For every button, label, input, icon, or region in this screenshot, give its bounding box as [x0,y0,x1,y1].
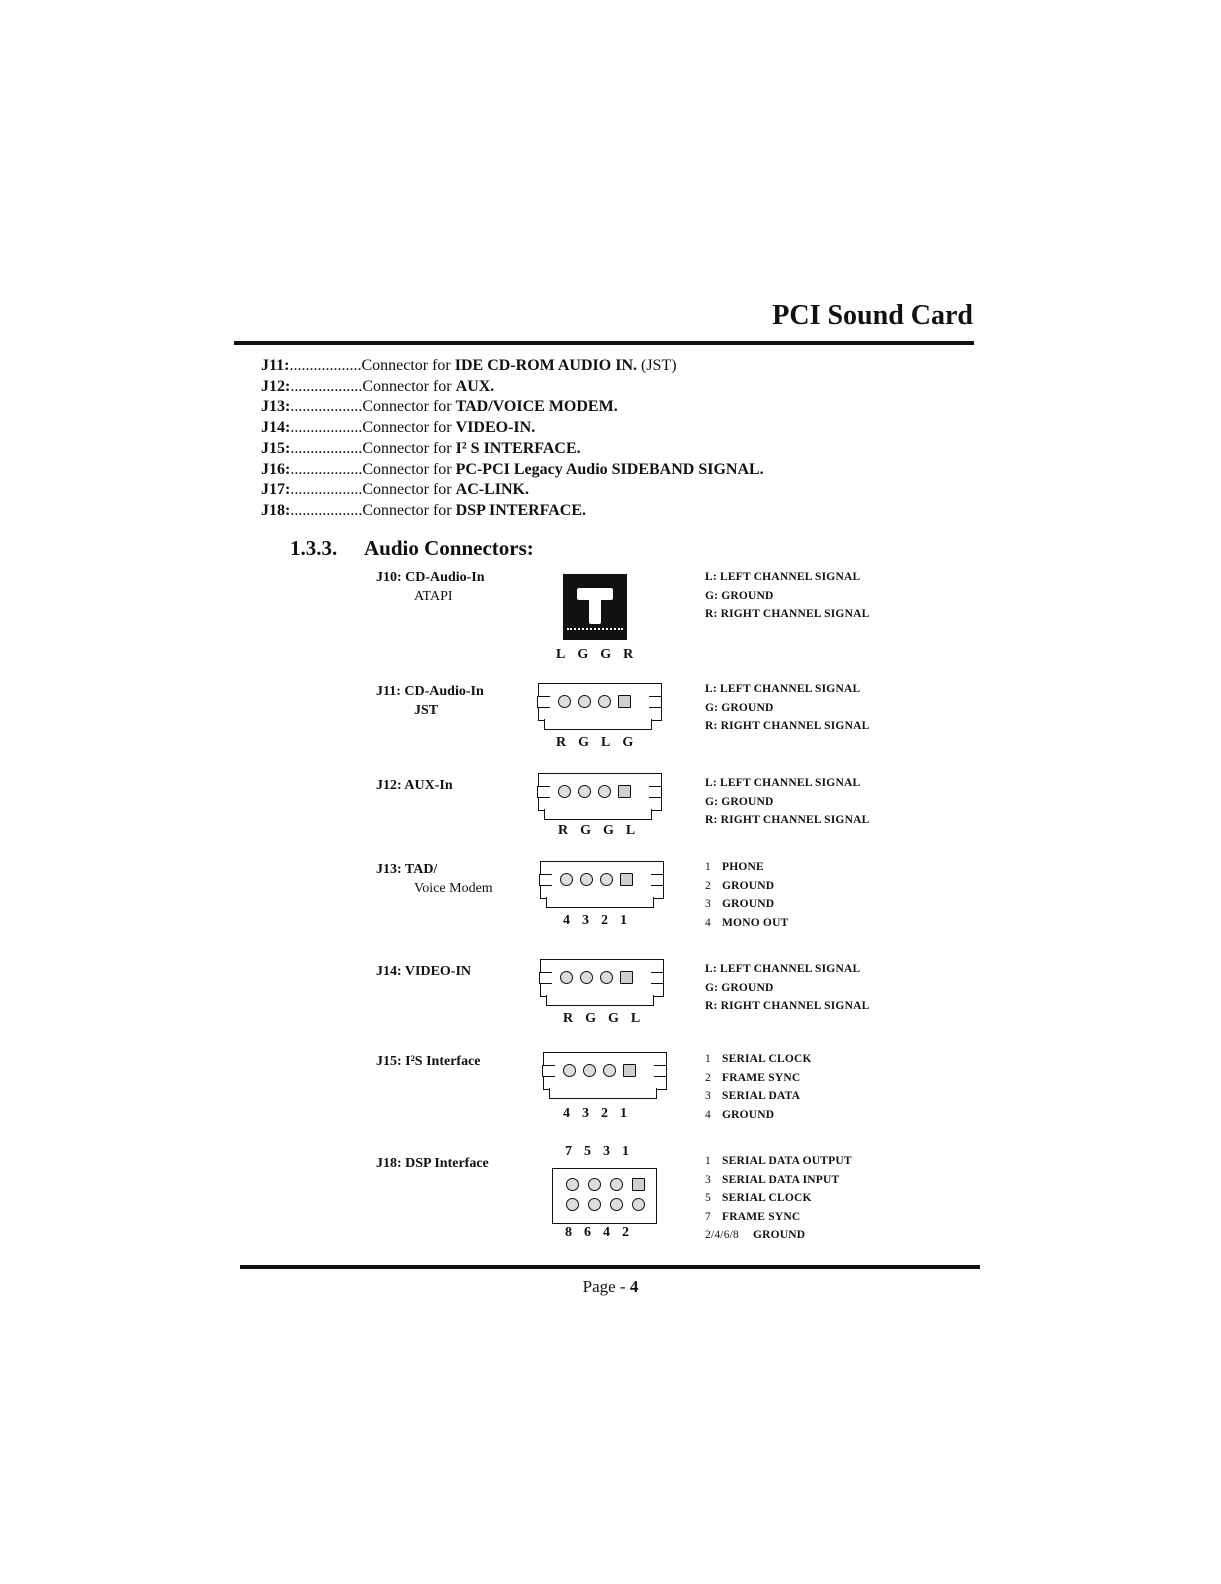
jumper-suffix: (JST) [637,357,677,374]
leader-dots: .................. [290,460,363,478]
pin-labels: RGGL [563,1011,653,1026]
section-heading [290,536,534,561]
pin-line [705,1050,812,1069]
leader-dots: .................. [290,419,363,437]
pin-line: G: GROUND [705,701,774,714]
pin-number: 1 [705,861,711,873]
jumper-list [261,356,764,522]
pin-line: L: LEFT CHANNEL SIGNAL [705,777,861,789]
pin-line [705,1069,812,1088]
atapi-connector-icon [563,574,627,640]
jumper-id: J14: [261,419,291,437]
connector-label [376,1154,489,1173]
jumper-id: J11: [261,357,290,374]
pin-labels-top: 7531 [565,1144,641,1159]
leader-dots: .................. [290,398,363,416]
footer-rule [240,1265,980,1269]
jumper-id: J15: [261,439,291,457]
pin-labels: RGLG [556,735,646,750]
section-title: Audio Connectors: [364,536,534,560]
pin-line: R: RIGHT CHANNEL SIGNAL [705,814,870,826]
pin-labels: 4321 [563,913,639,928]
pin-number: 2/4/6/8 [705,1229,739,1241]
jumper-row [261,356,764,377]
jumper-row [261,439,764,460]
connector-name: J12: AUX-In [376,778,453,793]
pin-labels: 8642 [565,1225,641,1240]
pin-number: 1 [705,1053,711,1065]
pin-labels: RGGL [558,823,648,838]
jumper-id: J18: [261,501,291,519]
jumper-prefix: Connector for [362,419,456,437]
pin-desc: GROUND [722,1108,775,1121]
pin-line: R: RIGHT CHANNEL SIGNAL [705,608,870,620]
pin-description [705,680,869,736]
pin-line [705,1106,812,1125]
jumper-desc: IDE CD-ROM AUDIO IN. [454,357,637,374]
pin-line [705,1208,852,1227]
jumper-row [261,397,764,418]
connector-name: J18: DSP Interface [376,1156,489,1171]
pin-line [705,914,788,933]
jumper-prefix: Connector for [362,398,456,416]
pin-line: G: GROUND [705,981,774,994]
pin-number: 2 [705,1071,711,1084]
jumper-desc: PC-PCI Legacy Audio SIDEBAND SIGNAL. [455,460,764,478]
pin-description [705,1152,852,1245]
connector-label [376,1052,481,1071]
jumper-id: J13: [261,398,291,416]
pin-line [705,1152,852,1171]
pin-desc: SERIAL DATA [722,1090,801,1102]
pin-line: L: LEFT CHANNEL SIGNAL [705,963,861,975]
pin-line [705,858,788,877]
pin-number: 5 [705,1192,711,1204]
connector-label [376,776,453,795]
pin-number: 1 [705,1155,711,1167]
header-rule [234,341,974,345]
jumper-id: J17: [261,481,291,499]
connector-name: J13: TAD/ [376,862,438,877]
pin-line [705,1226,852,1245]
pin-labels: LGGR [556,647,646,662]
pin-desc: SERIAL DATA OUTPUT [722,1155,852,1167]
connector-sub: JST [414,703,439,718]
pin-number: 3 [705,1173,711,1186]
pin-desc: SERIAL CLOCK [722,1053,812,1065]
jumper-prefix: Connector for [362,439,456,457]
pin-line: L: LEFT CHANNEL SIGNAL [705,683,861,695]
jumper-row [261,460,764,481]
connector-name: J15: I²S Interface [376,1054,481,1069]
jumper-prefix: Connector for [362,481,456,499]
connector-label [376,568,485,606]
jumper-prefix: Connector for [362,501,456,519]
connector-label [376,962,471,981]
jumper-prefix: Connector for [362,377,456,395]
section-number: 1.3.3. [290,536,338,560]
jumper-row [261,480,764,501]
pin-line: R: RIGHT CHANNEL SIGNAL [705,720,870,732]
jumper-prefix: Connector for [362,460,456,478]
pin-number: 4 [705,1108,711,1121]
jumper-row [261,418,764,439]
pin-description [705,568,869,624]
pin-desc: SERIAL DATA INPUT [722,1173,840,1186]
pin-desc: PHONE [722,861,764,873]
pin-line: R: RIGHT CHANNEL SIGNAL [705,1000,870,1012]
leader-dots: .................. [290,377,363,395]
pin-description [705,960,869,1016]
pin-line: L: LEFT CHANNEL SIGNAL [705,571,861,583]
pin-description [705,774,869,830]
pin-number: 7 [705,1210,711,1223]
pin-number: 3 [705,898,711,910]
leader-dots: .................. [289,357,362,374]
connector-label [376,682,484,720]
leader-dots: .................. [290,501,363,519]
pin-line [705,1171,852,1190]
connector-name: J14: VIDEO-IN [376,964,472,979]
jumper-row [261,377,764,398]
connector-sub: ATAPI [414,589,453,604]
jumper-desc: AUX. [455,377,495,395]
jumper-desc: VIDEO-IN. [455,419,536,437]
jumper-desc: AC-LINK. [455,481,529,499]
pin-line [705,877,788,896]
jumper-desc: I² S INTERFACE. [455,439,581,457]
pin-number: 3 [705,1090,711,1102]
pin-desc: FRAME SYNC [722,1210,801,1223]
connector-sub: Voice Modem [414,881,493,896]
pin-labels: 4321 [563,1106,639,1121]
pin-description [705,858,788,932]
pin-desc: GROUND [722,879,775,892]
connector-label [376,860,493,898]
jumper-row [261,501,764,522]
pin-line: G: GROUND [705,795,774,808]
pin-desc: FRAME SYNC [722,1071,801,1084]
pin-desc: MONO OUT [722,916,789,929]
page-header-title: PCI Sound Card [772,300,973,331]
pin-desc: SERIAL CLOCK [722,1192,812,1204]
pin-description [705,1050,812,1124]
leader-dots: .................. [290,439,363,457]
pin-line [705,1189,852,1208]
pin-number: 4 [705,916,711,929]
jumper-desc: TAD/VOICE MODEM. [455,398,618,416]
pin-line: G: GROUND [705,589,774,602]
page-number [0,1277,1221,1297]
jumper-prefix: Connector for [361,357,455,374]
pin-line [705,895,788,914]
pin-number: 2 [705,879,711,892]
jumper-id: J16: [261,460,291,478]
pin-desc: GROUND [722,898,775,910]
pin-line [705,1087,812,1106]
connector-name: J10: CD-Audio-In [376,570,485,585]
jumper-desc: DSP INTERFACE. [455,501,587,519]
jumper-id: J12: [261,377,291,395]
connector-name: J11: CD-Audio-In [376,684,484,699]
leader-dots: .................. [290,481,363,499]
page-prefix: Page - [582,1277,630,1296]
pin-desc: GROUND [753,1229,806,1241]
page-number-value: 4 [629,1277,639,1296]
